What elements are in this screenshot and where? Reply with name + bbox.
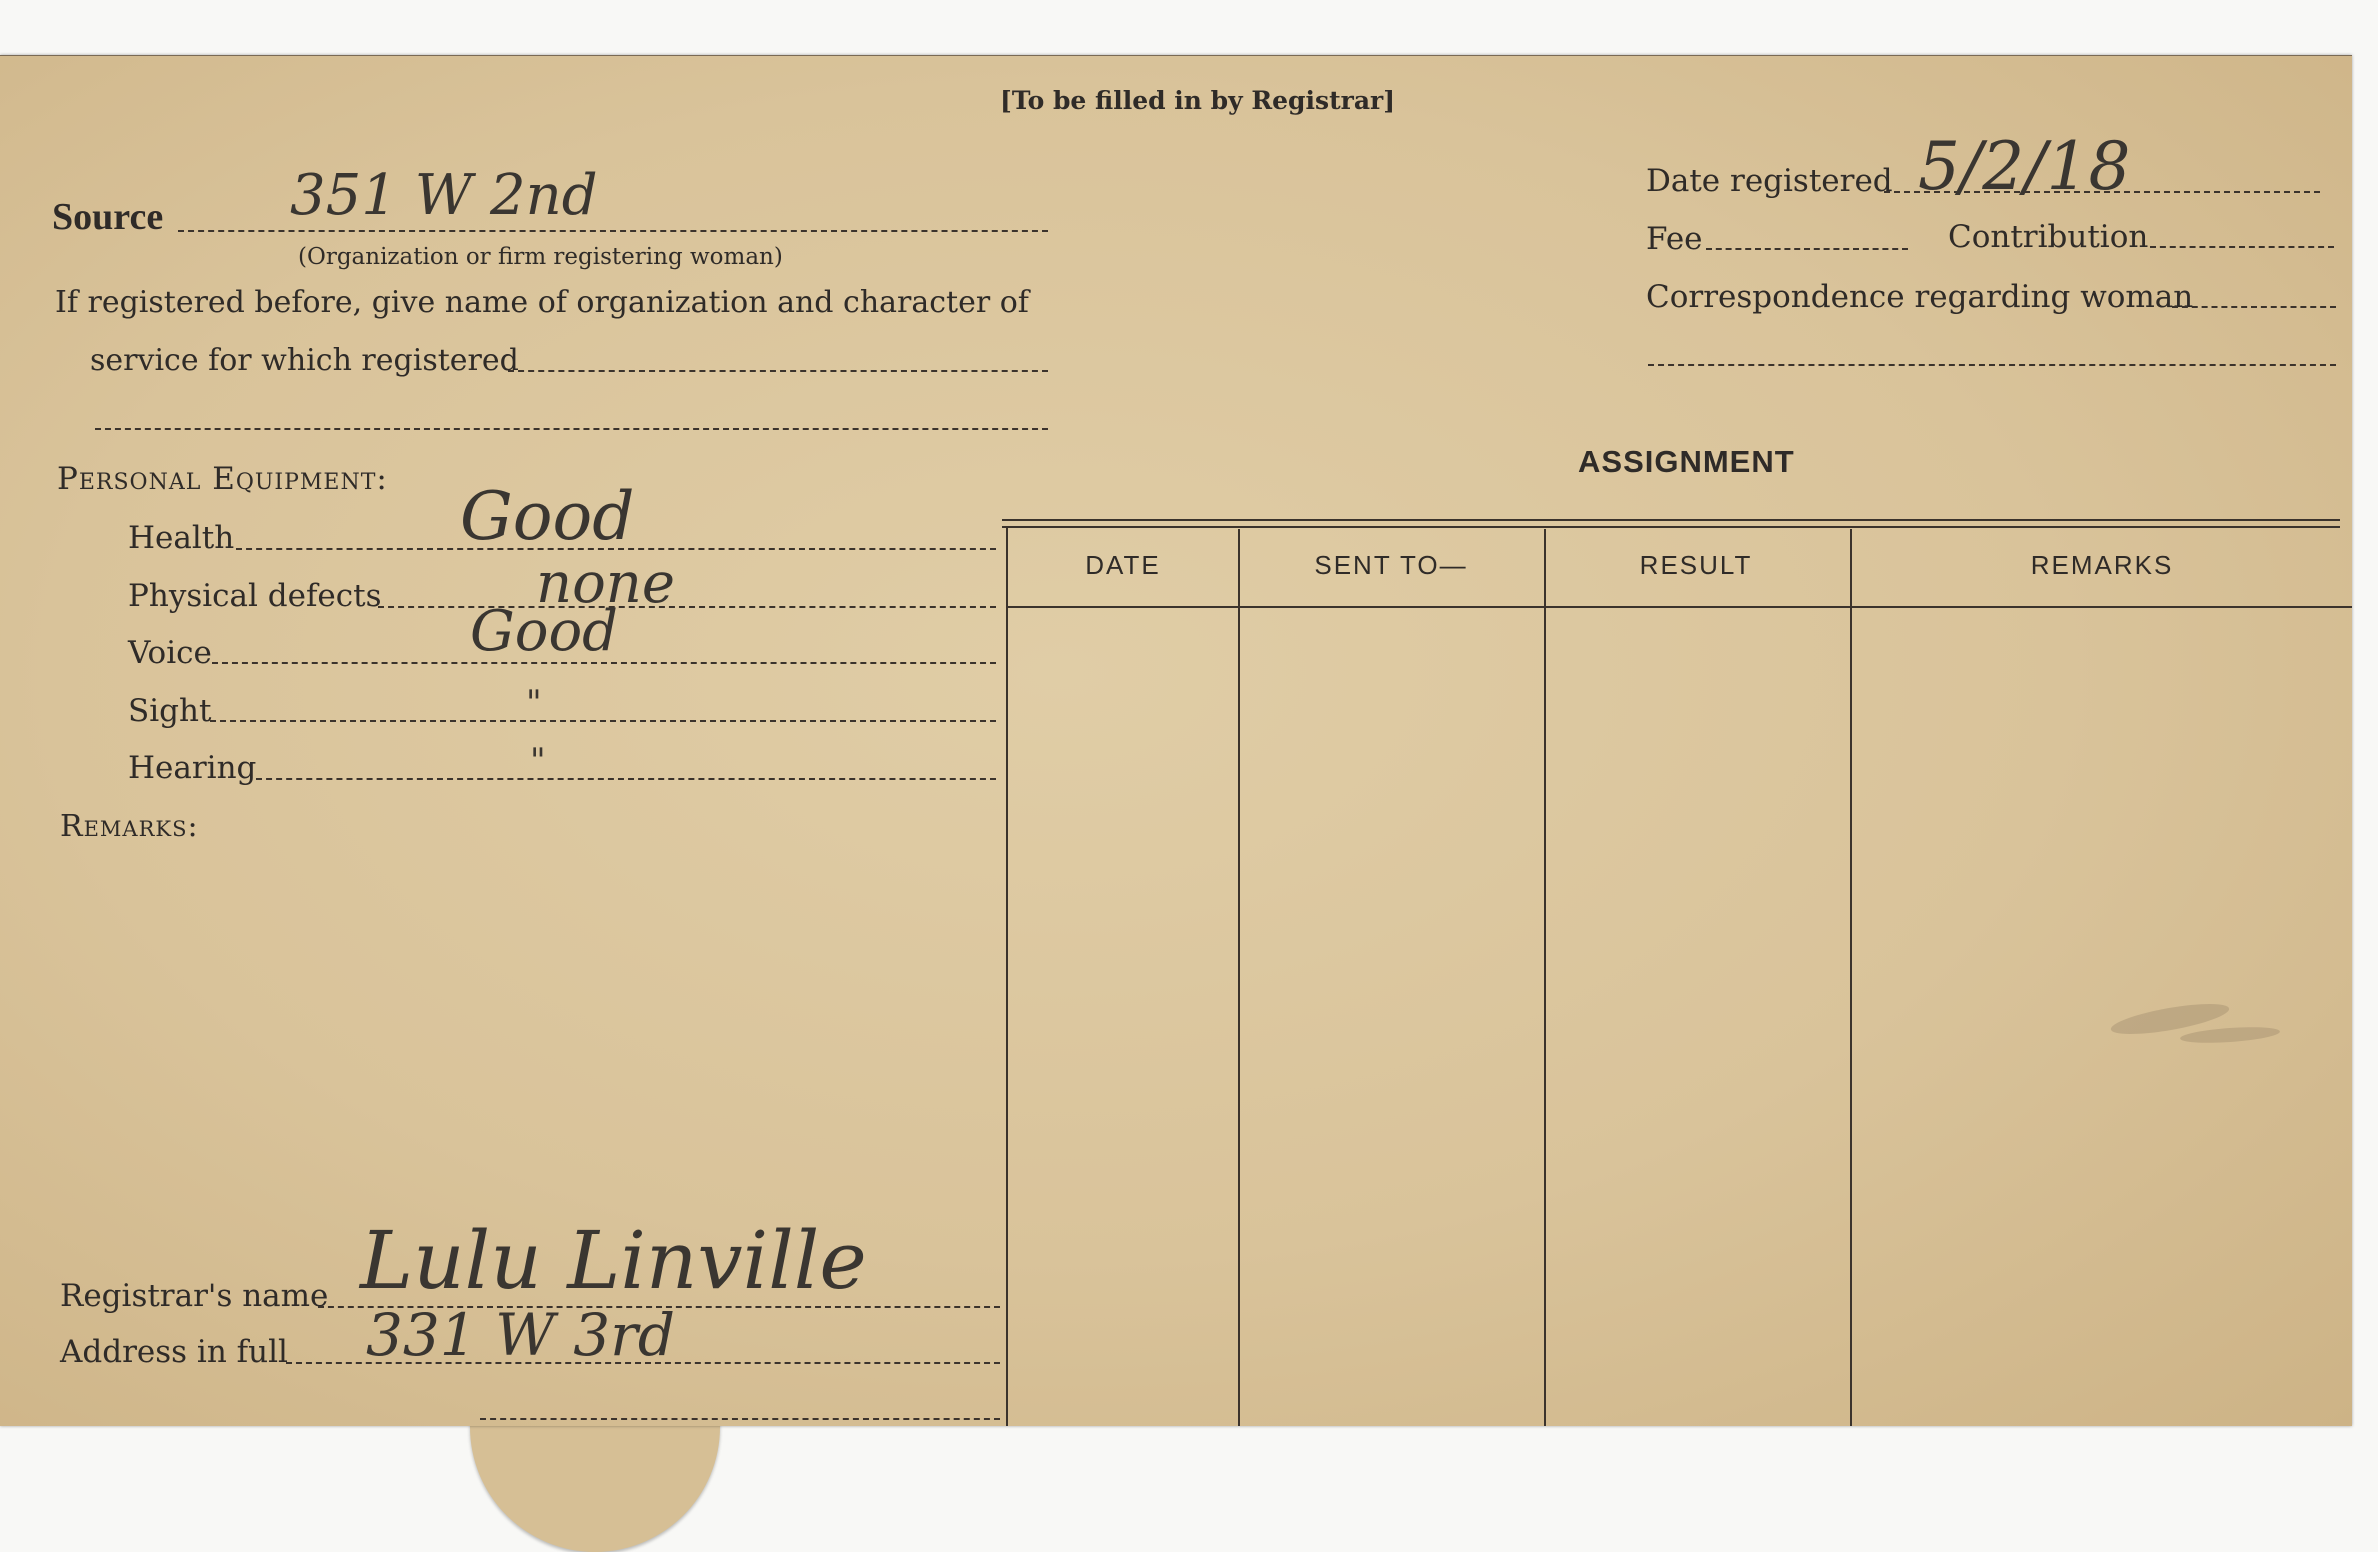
column-header-remarks: REMARKS [2030, 550, 2174, 580]
source-caption: (Organization or firm registering woman) [298, 244, 783, 270]
fee-label: Fee [1646, 221, 1703, 257]
address-extra-line [480, 1418, 1000, 1420]
registrar-name-value: Lulu Linville [360, 1214, 867, 1307]
correspondence-extra-line [1648, 364, 2336, 366]
health-value: Good [460, 478, 635, 555]
date-registered-label: Date registered [1646, 163, 1893, 199]
hearing-line [256, 778, 996, 780]
source-value: 351 W 2nd [290, 163, 598, 228]
table-left-border [1006, 526, 1008, 1426]
registered-for-line [508, 370, 1048, 372]
contribution-line [2150, 246, 2334, 248]
registered-for-label: service for which registered [90, 343, 519, 378]
physical-defects-value: none [536, 551, 675, 616]
registrar-name-label: Registrar's name [60, 1278, 329, 1314]
sight-label: Sight [128, 693, 212, 729]
address-value: 331 W 3rd [366, 1301, 675, 1369]
registered-before-text: If registered before, give name of organization and character of [55, 285, 1029, 320]
voice-label: Voice [128, 635, 212, 671]
source-label: Source [52, 196, 164, 238]
registration-card [0, 55, 2352, 1426]
paper-stain [2180, 1025, 2281, 1046]
date-registered-value: 5/2/18 [1918, 128, 2131, 205]
correspondence-line [2172, 306, 2336, 308]
table-header-border [1008, 606, 2352, 608]
column-divider-2 [1544, 529, 1546, 1426]
address-label: Address in full [60, 1334, 288, 1370]
column-divider-3 [1850, 529, 1852, 1426]
remarks-label: Remarks: [60, 809, 199, 844]
column-header-sent-to: SENT TO— [1314, 550, 1468, 580]
personal-equipment-label: Personal Equipment: [57, 461, 388, 497]
column-header-date: DATE [1085, 550, 1161, 580]
hearing-value: " [530, 741, 546, 781]
sight-value: " [526, 683, 542, 723]
column-header-result: RESULT [1639, 550, 1753, 580]
fee-line [1706, 248, 1908, 250]
assignment-title: ASSIGNMENT [1578, 444, 1795, 479]
health-label: Health [128, 520, 235, 556]
contribution-label: Contribution [1948, 219, 2149, 255]
registrar-note: [To be filled in by Registrar] [1000, 86, 1396, 115]
table-top-border [1002, 519, 2340, 521]
physical-defects-label: Physical defects [128, 578, 382, 614]
table-top-border-2 [1002, 526, 2340, 528]
source-line [178, 230, 1048, 232]
correspondence-label: Correspondence regarding woman [1646, 279, 2194, 315]
registered-extra-line [95, 428, 1048, 430]
column-divider-1 [1238, 529, 1240, 1426]
voice-value: Good [470, 599, 619, 664]
sight-line [210, 720, 996, 722]
hearing-label: Hearing [128, 750, 257, 786]
